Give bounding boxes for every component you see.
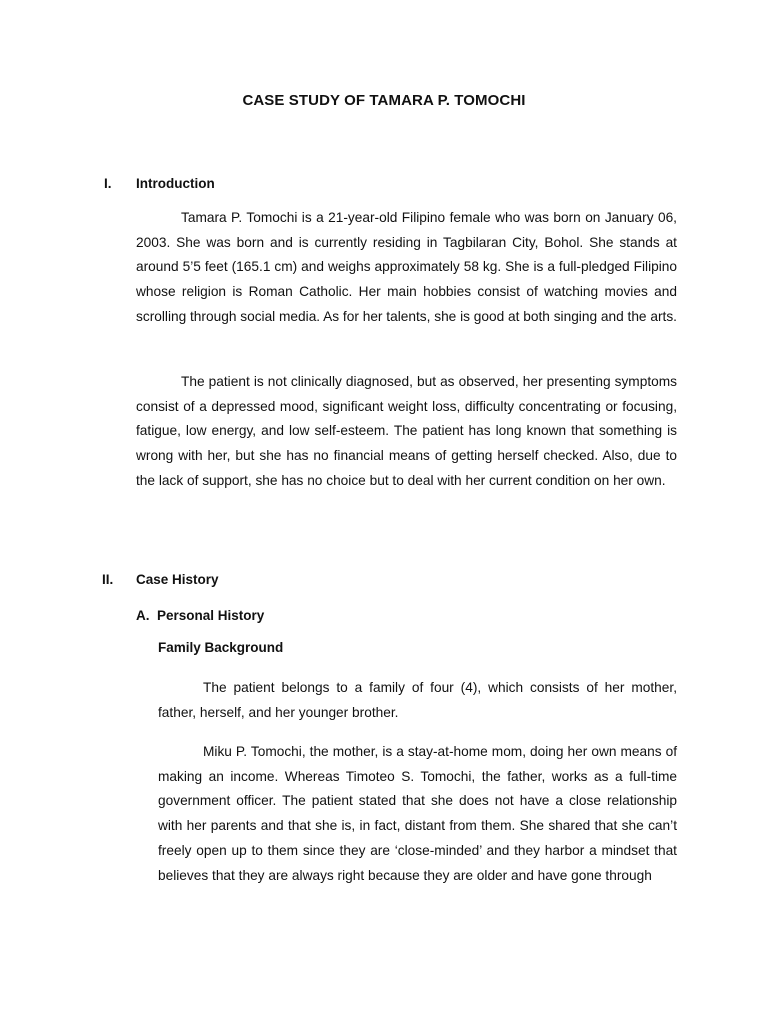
section-number: I.	[104, 176, 112, 191]
subheading-family-background: Family Background	[158, 640, 284, 655]
paragraph: Miku P. Tomochi, the mother, is a stay-at-home mom, doing her own means of making an income. Whereas Timoteo S. Tomochi, the father, works as a full-time government officer. The patient stated that she does not have a close relationship with her parents and that she is, in fact, distant from them. She shared that she can’t freely open up to them since they are ‘close-minded’ and they harbor a mindset that believes that they are always right because they are older and have gone through	[158, 744, 677, 883]
section-title-introduction: Introduction	[136, 176, 215, 191]
paragraph: Tamara P. Tomochi is a 21-year-old Filipino female who was born on January 06, 2003. She was born and is currently residing in Tagbilaran City, Bohol. She stands at around 5’5 feet (165.1 cm) and weighs approximately 58 kg. She is a full-pledged Filipino whose religion is Roman Catholic. Her main hobbies consist of watching movies and scrolling through social media. As for her talents, she is good at both singing and the arts.	[136, 210, 677, 324]
paragraph: The patient is not clinically diagnosed, but as observed, her presenting symptoms consist of a depressed mood, significant weight loss, difficulty concentrating or focusing, fatigue, low energy, and low self-esteem. The patient has long known that something is wrong with her, but she has no financial means of getting herself checked. Also, due to the lack of support, she has no choice but to deal with her current condition on her own.	[136, 374, 677, 488]
section-title-case-history: Case History	[136, 572, 219, 587]
subsection-title-personal-history: A. Personal History	[136, 608, 265, 623]
paragraph: The patient belongs to a family of four (4), which consists of her mother, father, herself, and her younger brother.	[158, 680, 677, 720]
document-title: CASE STUDY OF TAMARA P. TOMOCHI	[242, 92, 526, 109]
section-number: II.	[102, 572, 114, 587]
